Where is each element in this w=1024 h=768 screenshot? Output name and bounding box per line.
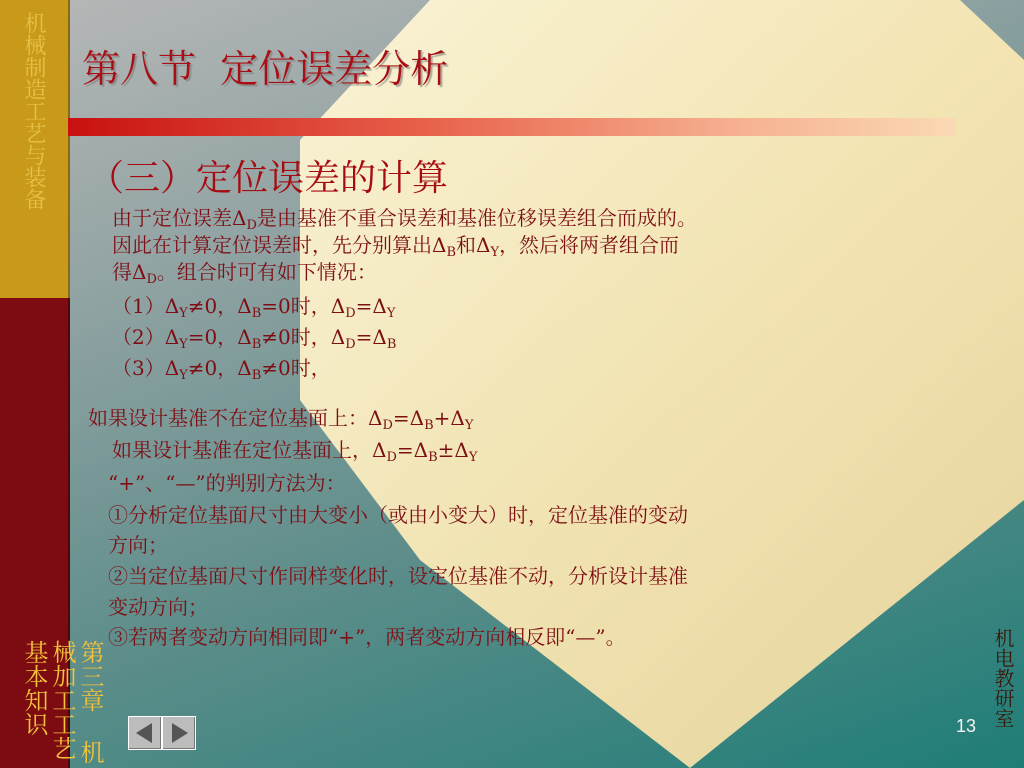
rule-line: ③若两者变动方向相同即“+”，两者变动方向相反即“—”。 <box>108 625 626 649</box>
title-divider-bar <box>68 118 956 136</box>
case-item: $(3)\Delta_Y\ne 0$，$\Delta_B\ne 0$时， <box>112 356 331 383</box>
triangle-right-icon <box>163 717 195 749</box>
rule-line: ②当定位基面尺寸作同样变化时，设定位基准不动，分析设计基准 <box>108 564 688 588</box>
page-number: 13 <box>956 716 977 736</box>
paragraph-line: 得$\Delta_D$。组合时可有如下情况： <box>112 260 377 287</box>
rule-line: 变动方向； <box>108 595 208 619</box>
rule-line: ①分析定位基面尺寸由大变小（或由小变大）时，定位基准的变动 <box>108 503 688 527</box>
slide-title: 第八节 定位误差分析 <box>82 47 449 91</box>
course-title: 机械制造工艺与装备 <box>21 12 46 210</box>
case-item: $(1)\Delta_Y\ne 0$，$\Delta_B=0$时，$\Delta_D=\Delta_Y$ <box>112 294 396 321</box>
sidebar-chapter <box>0 298 104 768</box>
design-datum-on: 如果设计基准在定位基面上，$\Delta_D=\Delta_B\pm\Delta_Y$ <box>112 438 478 465</box>
sidebar-course <box>0 0 70 298</box>
paragraph-line: 由于定位误差$\Delta_D$是由基准不重合误差和基准位移误差组合而成的。 <box>112 206 697 233</box>
next-slide-button[interactable] <box>162 716 196 750</box>
section-heading: （三）定位误差的计算 <box>88 158 449 199</box>
chapter-title: 第三章 机械加工工艺基本知识 <box>20 640 104 764</box>
case-item: $(2)\Delta_Y=0$，$\Delta_B\ne 0$时，$\Delta_D=\Delta_B$ <box>112 325 397 352</box>
paragraph-line: 因此在计算定位误差时，先分别算出$\Delta_B$和$\Delta_Y$，然后将两者组合而 <box>112 233 680 260</box>
triangle-left-icon <box>129 717 161 749</box>
rule-line: 方向； <box>108 533 168 557</box>
prev-slide-button[interactable] <box>128 716 162 750</box>
lab-label: 机电教研室 <box>991 628 1015 728</box>
design-datum-not-on: 如果设计基准不在定位基面上：$\Delta_D=\Delta_B+\Delta_Y$ <box>88 406 474 433</box>
rules-intro: “+”、“—”的判别方法为： <box>108 471 346 495</box>
